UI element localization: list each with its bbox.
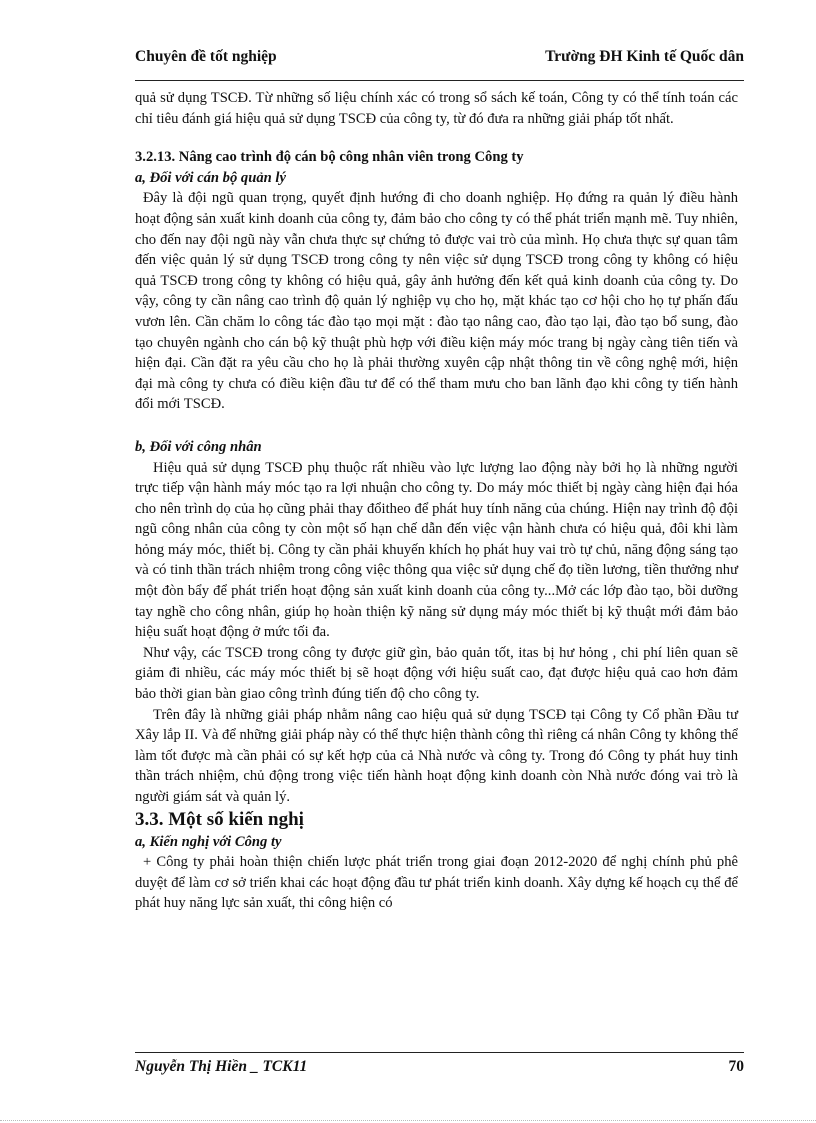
section-heading-3-2-13: 3.2.13. Nâng cao trình độ cán bộ công nhân viên trong Công ty xyxy=(135,149,524,166)
paragraph-managers: Đây là đội ngũ quan trọng, quyết định hướng đi cho doanh nghiệp. Họ đứng ra quản lý điều hành hoạt động sản xuất kinh doanh của công ty, đảm bảo cho công ty có thể phát triển mạnh mẽ. Tuy nhiên, cho đến nay đội ngũ này vẫn chưa thực sự chứng tỏ được vai trò của mình. Họ chưa thực sự quan tâm đến việc quản lý sử dụng TSCĐ trong công ty nên việc sử dụng TSCĐ trong công ty không có hiệu quả TSCĐ trong công ty không có hiệu quả, gây ảnh hưởng đến kết quả kinh doanh của công ty. Do vậy, công ty cần nâng cao trình độ quản lý nghiệp vụ cho họ, mặt khác tạo cơ hội cho họ tự phấn đấu vươn lên. Cần chăm lo công tác đào tạo mọi mặt : đào tạo nâng cao, đào tạo lại, đào tạo bổ sung, đào tạo chuyên ngành cho cán bộ kỹ thuật phù hợp với điều kiện máy móc trang bị ngày càng tiên tiến và hiện đại. Cần đặt ra yêu cầu cho họ là phải thường xuyên cập nhật thông tin về công nghệ mới, hiện đại mà công ty chưa có điều kiện đầu tư để có thể tham mưu cho ban lãnh đạo khi công ty tiến hành đổi mới TSCĐ. xyxy=(135,190,738,413)
paragraph-workers-3: Trên đây là những giải pháp nhằm nâng cao hiệu quả sử dụng TSCĐ tại Công ty Cổ phần Đầu tư Xây lắp II. Và để những giải pháp này có thể thực hiện thành công thì riêng cá nhân Công ty không thể làm tốt được mà cần phải có sự kết hợp của cả Nhà nước và công ty. Trong đó Công ty phát huy tinh thần trách nhiệm, chủ động trong việc tiến hành hoạt động kinh doanh còn Nhà nước đóng vai trò là người giám sát và quản lý. xyxy=(135,706,738,805)
paragraph-workers-1: Hiệu quả sử dụng TSCĐ phụ thuộc rất nhiều vào lực lượng lao động này bởi họ là những người trực tiếp vận hành máy móc tạo ra lợi nhuận cho công ty. Do máy móc thiết bị ngày càng hiện đại hóa cho nên trình dọ của họ cũng phải thay đổitheo để phát huy tính năng của chúng. Hiện nay trình độ đội ngũ công nhân của công ty còn một số hạn chế dẫn đến việc vận hành chưa có hiệu quả, đôi khi làm hỏng máy móc, thiết bị. Công ty cần phải khuyến khích họ phát huy vai trò tự chủ, năng động sáng tạo và có tinh thần trách nhiệm trong công việc thông qua việc sử dụng chế đọ tiền lương, tiền thưởng như một đòn bẩy để phát triển hoạt động sản xuất kinh doanh của công ty...Mở các lớp đào tạo, bồi dưỡng tay nghề cho công nhân, giúp họ hoàn thiện kỹ năng sử dụng máy móc thiết bị kỹ thuật mới đảm bảo hiệu suất hoạt động ở mức tối đa. xyxy=(135,459,738,641)
footer-divider xyxy=(135,1052,744,1053)
header-divider xyxy=(135,80,744,81)
subheading-managers: a, Đối với cán bộ quản lý xyxy=(135,169,286,186)
page-body xyxy=(135,88,738,914)
section-heading-3-3: 3.3. Một số kiến nghị xyxy=(135,808,304,830)
paragraph-company-recommendations: + Công ty phải hoàn thiện chiến lược phát triển trong giai đoạn 2012-2020 để nghị chính phủ phê duyệt để làm cơ sở triển khai các hoạt động đầu tư phát triển kinh doanh. Xây dựng kế hoạch cụ thể để phát huy năng lực sản xuất, thi công hiện có xyxy=(135,854,738,912)
paragraph-intro: quả sử dụng TSCĐ. Từ những số liệu chính xác có trong sổ sách kế toán, Công ty có thể tính toán các chỉ tiêu đánh giá hiệu quả sử dụng TSCĐ của công ty, từ đó đưa ra những giải pháp tốt nhất. xyxy=(135,90,738,127)
subheading-company-recommendations: a, Kiến nghị với Công ty xyxy=(135,833,282,850)
subheading-workers: b, Đối với công nhân xyxy=(135,438,262,455)
paragraph-workers-2: Như vậy, các TSCĐ trong công ty được giữ gìn, bảo quản tốt, itas bị hư hỏng , chi phí liên quan sẽ giảm đi nhiều, các máy móc thiết bị sẽ hoạt động với hiệu suất cao, đạt được hiệu quả cao hơn đảm bảo thời gian bàn giao công trình đúng tiến độ cho công ty. xyxy=(135,644,738,703)
page-bottom-dotted-rule xyxy=(0,1120,816,1121)
header-document-title: Chuyên đề tốt nghiệp xyxy=(135,48,277,65)
page-footer xyxy=(135,1058,744,1080)
page-number: 70 xyxy=(728,1058,744,1075)
page-header xyxy=(135,48,744,72)
footer-author: Nguyễn Thị Hiền _ TCK11 xyxy=(135,1058,308,1075)
header-university: Trường ĐH Kinh tế Quốc dân xyxy=(545,48,744,65)
